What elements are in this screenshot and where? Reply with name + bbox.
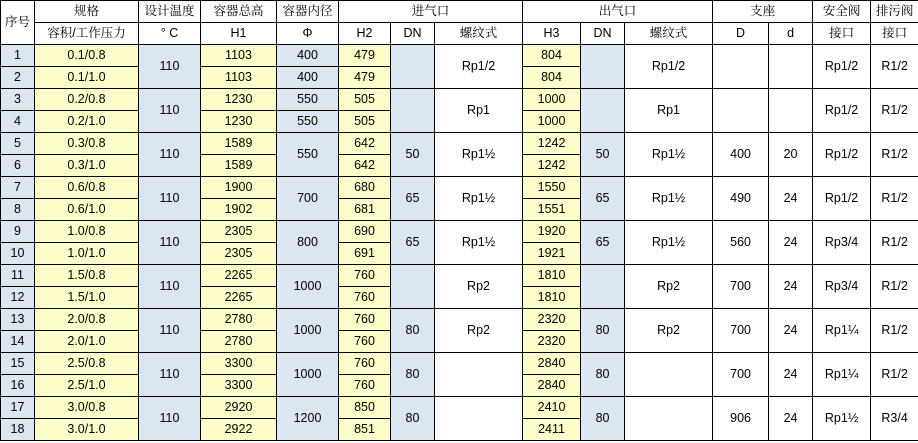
cell-spec: 2.5/0.8 bbox=[35, 353, 139, 375]
cell-spec: 3.0/1.0 bbox=[35, 419, 139, 441]
cell-outlet-thread bbox=[625, 353, 713, 397]
cell-phi: 400 bbox=[277, 45, 339, 67]
cell-outlet-thread: Rp1½ bbox=[625, 177, 713, 221]
cell-h1: 2922 bbox=[201, 419, 277, 441]
cell-h2: 760 bbox=[339, 353, 391, 375]
cell-temp: 110 bbox=[139, 133, 201, 177]
cell-index: 7 bbox=[1, 177, 35, 199]
cell-outlet-dn bbox=[581, 89, 625, 133]
cell-h3: 1242 bbox=[523, 133, 581, 155]
cell-spec: 1.0/1.0 bbox=[35, 243, 139, 265]
cell-phi: 1000 bbox=[277, 265, 339, 309]
cell-spec: 0.3/0.8 bbox=[35, 133, 139, 155]
cell-outlet-thread: Rp1½ bbox=[625, 221, 713, 265]
cell-temp: 110 bbox=[139, 353, 201, 397]
cell-h3: 1242 bbox=[523, 155, 581, 177]
table-row bbox=[1, 45, 918, 67]
cell-outlet-dn bbox=[581, 45, 625, 89]
cell-spec: 0.6/1.0 bbox=[35, 199, 139, 221]
cell-h3: 1551 bbox=[523, 199, 581, 221]
table-row bbox=[1, 177, 918, 199]
cell-h1: 1230 bbox=[201, 89, 277, 111]
cell-drain: R1/2 bbox=[871, 265, 918, 309]
cell-index: 8 bbox=[1, 199, 35, 221]
cell-temp: 110 bbox=[139, 309, 201, 353]
cell-support-dd: 24 bbox=[769, 221, 813, 265]
cell-safety: Rp1/2 bbox=[813, 177, 871, 221]
cell-outlet-dn: 80 bbox=[581, 397, 625, 441]
header-outlet-thread: 螺纹式 bbox=[625, 23, 713, 45]
cell-safety: Rp1/2 bbox=[813, 45, 871, 89]
header-support-d: D bbox=[713, 23, 769, 45]
cell-h3: 804 bbox=[523, 67, 581, 89]
cell-spec: 2.0/0.8 bbox=[35, 309, 139, 331]
table-row bbox=[1, 133, 918, 155]
cell-spec: 0.2/1.0 bbox=[35, 111, 139, 133]
cell-spec: 1.5/0.8 bbox=[35, 265, 139, 287]
cell-phi: 550 bbox=[277, 133, 339, 177]
header-drain-port: 接口 bbox=[871, 23, 918, 45]
cell-h3: 2411 bbox=[523, 419, 581, 441]
cell-outlet-thread: Rp2 bbox=[625, 265, 713, 309]
cell-spec: 2.5/1.0 bbox=[35, 375, 139, 397]
cell-h2: 479 bbox=[339, 67, 391, 89]
cell-h1: 1589 bbox=[201, 133, 277, 155]
cell-phi: 700 bbox=[277, 177, 339, 221]
table-row bbox=[1, 265, 918, 287]
cell-drain: R1/2 bbox=[871, 45, 918, 89]
cell-h3: 1920 bbox=[523, 221, 581, 243]
cell-inlet-dn bbox=[391, 45, 435, 89]
cell-h2: 680 bbox=[339, 177, 391, 199]
cell-h1: 1103 bbox=[201, 67, 277, 89]
cell-support-d: 700 bbox=[713, 309, 769, 353]
header-drain-valve: 排污阀 bbox=[871, 1, 918, 23]
table-row bbox=[1, 89, 918, 111]
cell-safety: Rp1/2 bbox=[813, 89, 871, 133]
cell-index: 16 bbox=[1, 375, 35, 397]
cell-inlet-thread: Rp1½ bbox=[435, 133, 523, 177]
cell-outlet-dn: 50 bbox=[581, 133, 625, 177]
cell-h3: 2840 bbox=[523, 353, 581, 375]
cell-support-dd: 24 bbox=[769, 353, 813, 397]
cell-support-d: 906 bbox=[713, 397, 769, 441]
cell-inlet-thread: Rp2 bbox=[435, 265, 523, 309]
cell-support-dd: 24 bbox=[769, 309, 813, 353]
cell-h2: 760 bbox=[339, 265, 391, 287]
cell-safety: Rp3/4 bbox=[813, 221, 871, 265]
cell-h2: 760 bbox=[339, 309, 391, 331]
cell-drain: R1/2 bbox=[871, 353, 918, 397]
cell-h3: 2840 bbox=[523, 375, 581, 397]
cell-temp: 110 bbox=[139, 221, 201, 265]
cell-inlet-thread bbox=[435, 353, 523, 397]
cell-spec: 2.0/1.0 bbox=[35, 331, 139, 353]
cell-index: 12 bbox=[1, 287, 35, 309]
cell-index: 4 bbox=[1, 111, 35, 133]
cell-outlet-dn: 80 bbox=[581, 353, 625, 397]
cell-h1: 3300 bbox=[201, 375, 277, 397]
cell-h3: 1000 bbox=[523, 111, 581, 133]
cell-support-d: 490 bbox=[713, 177, 769, 221]
cell-support-dd bbox=[769, 89, 813, 133]
cell-h2: 642 bbox=[339, 155, 391, 177]
cell-safety: Rp1¼ bbox=[813, 309, 871, 353]
cell-temp: 110 bbox=[139, 397, 201, 441]
cell-h3: 1550 bbox=[523, 177, 581, 199]
cell-outlet-thread bbox=[625, 397, 713, 441]
cell-index: 1 bbox=[1, 45, 35, 67]
cell-index: 18 bbox=[1, 419, 35, 441]
cell-h3: 1810 bbox=[523, 265, 581, 287]
cell-index: 9 bbox=[1, 221, 35, 243]
cell-h2: 760 bbox=[339, 375, 391, 397]
cell-phi: 1000 bbox=[277, 353, 339, 397]
cell-index: 6 bbox=[1, 155, 35, 177]
cell-h1: 1900 bbox=[201, 177, 277, 199]
cell-support-d: 400 bbox=[713, 133, 769, 177]
cell-temp: 110 bbox=[139, 45, 201, 89]
cell-outlet-dn: 65 bbox=[581, 177, 625, 221]
cell-h2: 760 bbox=[339, 331, 391, 353]
cell-inlet-dn: 80 bbox=[391, 353, 435, 397]
cell-spec: 3.0/0.8 bbox=[35, 397, 139, 419]
cell-h3: 2410 bbox=[523, 397, 581, 419]
cell-outlet-dn: 65 bbox=[581, 221, 625, 265]
cell-phi: 1000 bbox=[277, 309, 339, 353]
header-h1: H1 bbox=[201, 23, 277, 45]
cell-inlet-dn: 80 bbox=[391, 397, 435, 441]
cell-phi: 550 bbox=[277, 89, 339, 111]
cell-index: 5 bbox=[1, 133, 35, 155]
cell-index: 14 bbox=[1, 331, 35, 353]
header-design-temp: 设计温度 bbox=[139, 1, 201, 23]
cell-index: 17 bbox=[1, 397, 35, 419]
cell-support-dd: 24 bbox=[769, 265, 813, 309]
cell-inlet-dn: 50 bbox=[391, 133, 435, 177]
header-outlet-dn: DN bbox=[581, 23, 625, 45]
cell-h1: 3300 bbox=[201, 353, 277, 375]
table-row bbox=[1, 221, 918, 243]
cell-h1: 1902 bbox=[201, 199, 277, 221]
cell-spec: 1.5/1.0 bbox=[35, 287, 139, 309]
cell-drain: R1/2 bbox=[871, 133, 918, 177]
cell-h1: 1230 bbox=[201, 111, 277, 133]
cell-h1: 2920 bbox=[201, 397, 277, 419]
cell-outlet-dn bbox=[581, 265, 625, 309]
table-row bbox=[1, 397, 918, 419]
cell-safety: Rp1½ bbox=[813, 397, 871, 441]
cell-h2: 850 bbox=[339, 397, 391, 419]
cell-spec: 0.1/1.0 bbox=[35, 67, 139, 89]
cell-support-d bbox=[713, 89, 769, 133]
header-index: 序号 bbox=[1, 1, 35, 45]
cell-h2: 690 bbox=[339, 221, 391, 243]
cell-h2: 479 bbox=[339, 45, 391, 67]
cell-spec: 0.3/1.0 bbox=[35, 155, 139, 177]
cell-inlet-dn bbox=[391, 89, 435, 133]
cell-support-d: 560 bbox=[713, 221, 769, 265]
cell-h1: 2305 bbox=[201, 221, 277, 243]
cell-drain: R1/2 bbox=[871, 177, 918, 221]
cell-support-d: 700 bbox=[713, 265, 769, 309]
cell-phi: 800 bbox=[277, 221, 339, 265]
cell-temp: 110 bbox=[139, 89, 201, 133]
cell-inlet-thread: Rp1/2 bbox=[435, 45, 523, 89]
header-volume-pressure: 容积/工作压力 bbox=[35, 23, 139, 45]
header-row-1 bbox=[1, 1, 918, 23]
cell-h1: 2265 bbox=[201, 265, 277, 287]
cell-phi: 1200 bbox=[277, 397, 339, 441]
cell-h1: 1589 bbox=[201, 155, 277, 177]
cell-outlet-dn: 80 bbox=[581, 309, 625, 353]
cell-index: 3 bbox=[1, 89, 35, 111]
cell-safety: Rp1¼ bbox=[813, 353, 871, 397]
cell-outlet-thread: Rp2 bbox=[625, 309, 713, 353]
cell-outlet-thread: Rp1½ bbox=[625, 133, 713, 177]
header-support: 支座 bbox=[713, 1, 813, 23]
cell-safety: Rp1/2 bbox=[813, 133, 871, 177]
cell-index: 13 bbox=[1, 309, 35, 331]
cell-inlet-dn: 65 bbox=[391, 221, 435, 265]
header-safety-valve: 安全阀 bbox=[813, 1, 871, 23]
header-total-height: 容器总高 bbox=[201, 1, 277, 23]
cell-h3: 1000 bbox=[523, 89, 581, 111]
cell-h3: 2320 bbox=[523, 309, 581, 331]
cell-h2: 760 bbox=[339, 287, 391, 309]
cell-index: 15 bbox=[1, 353, 35, 375]
cell-h2: 505 bbox=[339, 111, 391, 133]
cell-inlet-thread: Rp2 bbox=[435, 309, 523, 353]
cell-h1: 2780 bbox=[201, 309, 277, 331]
cell-h3: 804 bbox=[523, 45, 581, 67]
cell-h3: 1810 bbox=[523, 287, 581, 309]
header-h3: H3 bbox=[523, 23, 581, 45]
cell-support-dd: 20 bbox=[769, 133, 813, 177]
cell-index: 2 bbox=[1, 67, 35, 89]
header-phi: Φ bbox=[277, 23, 339, 45]
cell-phi: 400 bbox=[277, 67, 339, 89]
cell-h2: 505 bbox=[339, 89, 391, 111]
cell-phi: 550 bbox=[277, 111, 339, 133]
cell-index: 10 bbox=[1, 243, 35, 265]
cell-drain: R3/4 bbox=[871, 397, 918, 441]
cell-spec: 1.0/0.8 bbox=[35, 221, 139, 243]
cell-index: 11 bbox=[1, 265, 35, 287]
cell-h1: 1103 bbox=[201, 45, 277, 67]
cell-support-d bbox=[713, 45, 769, 89]
cell-outlet-thread: Rp1/2 bbox=[625, 45, 713, 89]
cell-outlet-thread: Rp1 bbox=[625, 89, 713, 133]
cell-h1: 2780 bbox=[201, 331, 277, 353]
cell-h2: 851 bbox=[339, 419, 391, 441]
cell-inlet-thread: Rp1½ bbox=[435, 177, 523, 221]
cell-safety: Rp3/4 bbox=[813, 265, 871, 309]
cell-inlet-thread: Rp1½ bbox=[435, 221, 523, 265]
cell-spec: 0.1/0.8 bbox=[35, 45, 139, 67]
cell-spec: 0.6/0.8 bbox=[35, 177, 139, 199]
cell-inlet-thread: Rp1 bbox=[435, 89, 523, 133]
cell-h2: 691 bbox=[339, 243, 391, 265]
cell-temp: 110 bbox=[139, 265, 201, 309]
header-inlet: 进气口 bbox=[339, 1, 523, 23]
cell-inlet-thread bbox=[435, 397, 523, 441]
cell-temp: 110 bbox=[139, 177, 201, 221]
cell-support-dd bbox=[769, 45, 813, 89]
header-inlet-dn: DN bbox=[391, 23, 435, 45]
cell-h3: 1921 bbox=[523, 243, 581, 265]
header-support-dd: d bbox=[769, 23, 813, 45]
cell-support-d: 700 bbox=[713, 353, 769, 397]
cell-drain: R1/2 bbox=[871, 221, 918, 265]
cell-spec: 0.2/0.8 bbox=[35, 89, 139, 111]
cell-inlet-dn bbox=[391, 265, 435, 309]
table-row bbox=[1, 309, 918, 331]
header-inner-diameter: 容器内径 bbox=[277, 1, 339, 23]
header-h2: H2 bbox=[339, 23, 391, 45]
header-inlet-thread: 螺纹式 bbox=[435, 23, 523, 45]
cell-drain: R1/2 bbox=[871, 309, 918, 353]
cell-h3: 2320 bbox=[523, 331, 581, 353]
header-temp-unit: ° C bbox=[139, 23, 201, 45]
table-row bbox=[1, 353, 918, 375]
header-row-2 bbox=[1, 23, 918, 45]
cell-h2: 642 bbox=[339, 133, 391, 155]
header-spec: 规格 bbox=[35, 1, 139, 23]
cell-h1: 2305 bbox=[201, 243, 277, 265]
cell-drain: R1/2 bbox=[871, 89, 918, 133]
header-outlet: 出气口 bbox=[523, 1, 713, 23]
cell-support-dd: 24 bbox=[769, 177, 813, 221]
cell-inlet-dn: 80 bbox=[391, 309, 435, 353]
cell-h1: 2265 bbox=[201, 287, 277, 309]
header-safety-port: 接口 bbox=[813, 23, 871, 45]
cell-inlet-dn: 65 bbox=[391, 177, 435, 221]
cell-h2: 681 bbox=[339, 199, 391, 221]
cell-support-dd: 24 bbox=[769, 397, 813, 441]
